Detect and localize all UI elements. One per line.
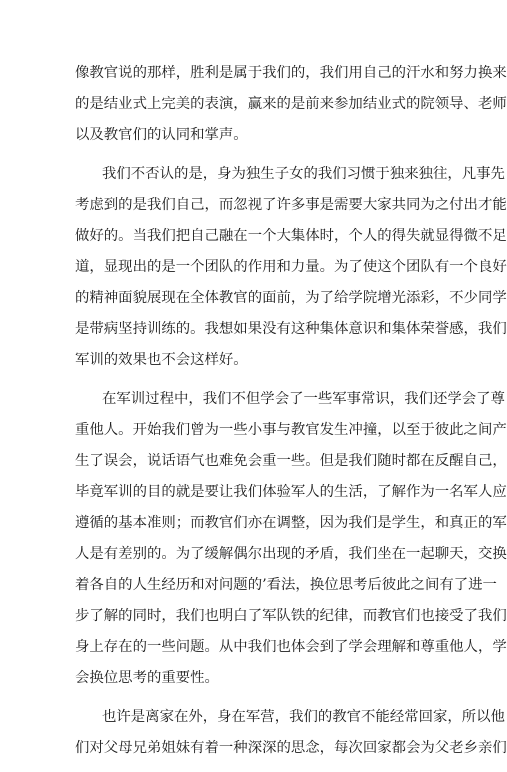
text-line: 会换位思考的重要性。 bbox=[75, 670, 219, 686]
text-line: 身上存在的一些问题。从中我们也体会到了学会理解和尊重他人，学 bbox=[75, 639, 507, 655]
paragraph bbox=[75, 58, 507, 151]
text-line: 是带病坚持训练的。我想如果没有这种集体意识和集体荣誉感，我们 bbox=[75, 321, 507, 337]
text-line: 也许是离家在外，身在军营，我们的教官不能经常回家，所以他 bbox=[102, 709, 505, 725]
text-line: 做好的。当我们把自己融在一个大集体时，个人的得失就显得微不足 bbox=[75, 228, 507, 244]
text-line: 考虑到的是我们自己，而忽视了许多事是需要大家共同为之付出才能 bbox=[75, 197, 507, 213]
paragraph bbox=[75, 159, 507, 376]
text-line: 着各自的人生经历和对问题的’看法，换位思考后彼此之间有了进一 bbox=[75, 577, 497, 593]
document-page bbox=[75, 58, 507, 772]
text-line: 军训的效果也不会这样好。 bbox=[75, 352, 248, 368]
text-line: 重他人。开始我们曾为一些小事与教官发生冲撞，以至于彼此之间产 bbox=[75, 422, 507, 438]
text-line: 以及教官们的认同和掌声。 bbox=[75, 127, 248, 143]
text-line: 我们不否认的是，身为独生子女的我们习惯于独来独往，凡事先 bbox=[102, 166, 505, 182]
text-line: 毕竟军训的目的就是要让我们体验军人的生活，了解作为一名军人应 bbox=[75, 484, 507, 500]
text-line: 道，显现出的是一个团队的作用和力量。为了使这个团队有一个良好 bbox=[75, 259, 507, 275]
text-line: 们对父母兄弟姐妹有着一种深深的思念，每次回家都会为父老乡亲们 bbox=[75, 740, 507, 756]
text-line: 的是结业式上完美的表演，赢来的是前来参加结业式的院领导、老师 bbox=[75, 96, 507, 112]
text-line: 遵循的基本准则；而教官们亦在调整，因为我们是学生，和真正的军 bbox=[75, 515, 507, 531]
text-line: 在军训过程中，我们不但学会了一些军事常识，我们还学会了尊 bbox=[102, 391, 505, 407]
text-line: 人是有差别的。为了缓解偶尔出现的矛盾，我们坐在一起聊天，交换 bbox=[75, 546, 507, 562]
text-line: 生了误会，说话语气也难免会重一些。但是我们随时都在反醒自己， bbox=[75, 453, 507, 469]
text-line: 像教官说的那样，胜利是属于我们的，我们用自己的汗水和努力换来 bbox=[75, 65, 507, 81]
text-line: 步了解的同时，我们也明白了军队铁的纪律，而教官们也接受了我们 bbox=[75, 608, 507, 624]
text-line: 的精神面貌展现在全体教官的面前，为了给学院增光添彩，不少同学 bbox=[75, 290, 507, 306]
paragraph bbox=[75, 702, 507, 764]
paragraph bbox=[75, 384, 507, 694]
